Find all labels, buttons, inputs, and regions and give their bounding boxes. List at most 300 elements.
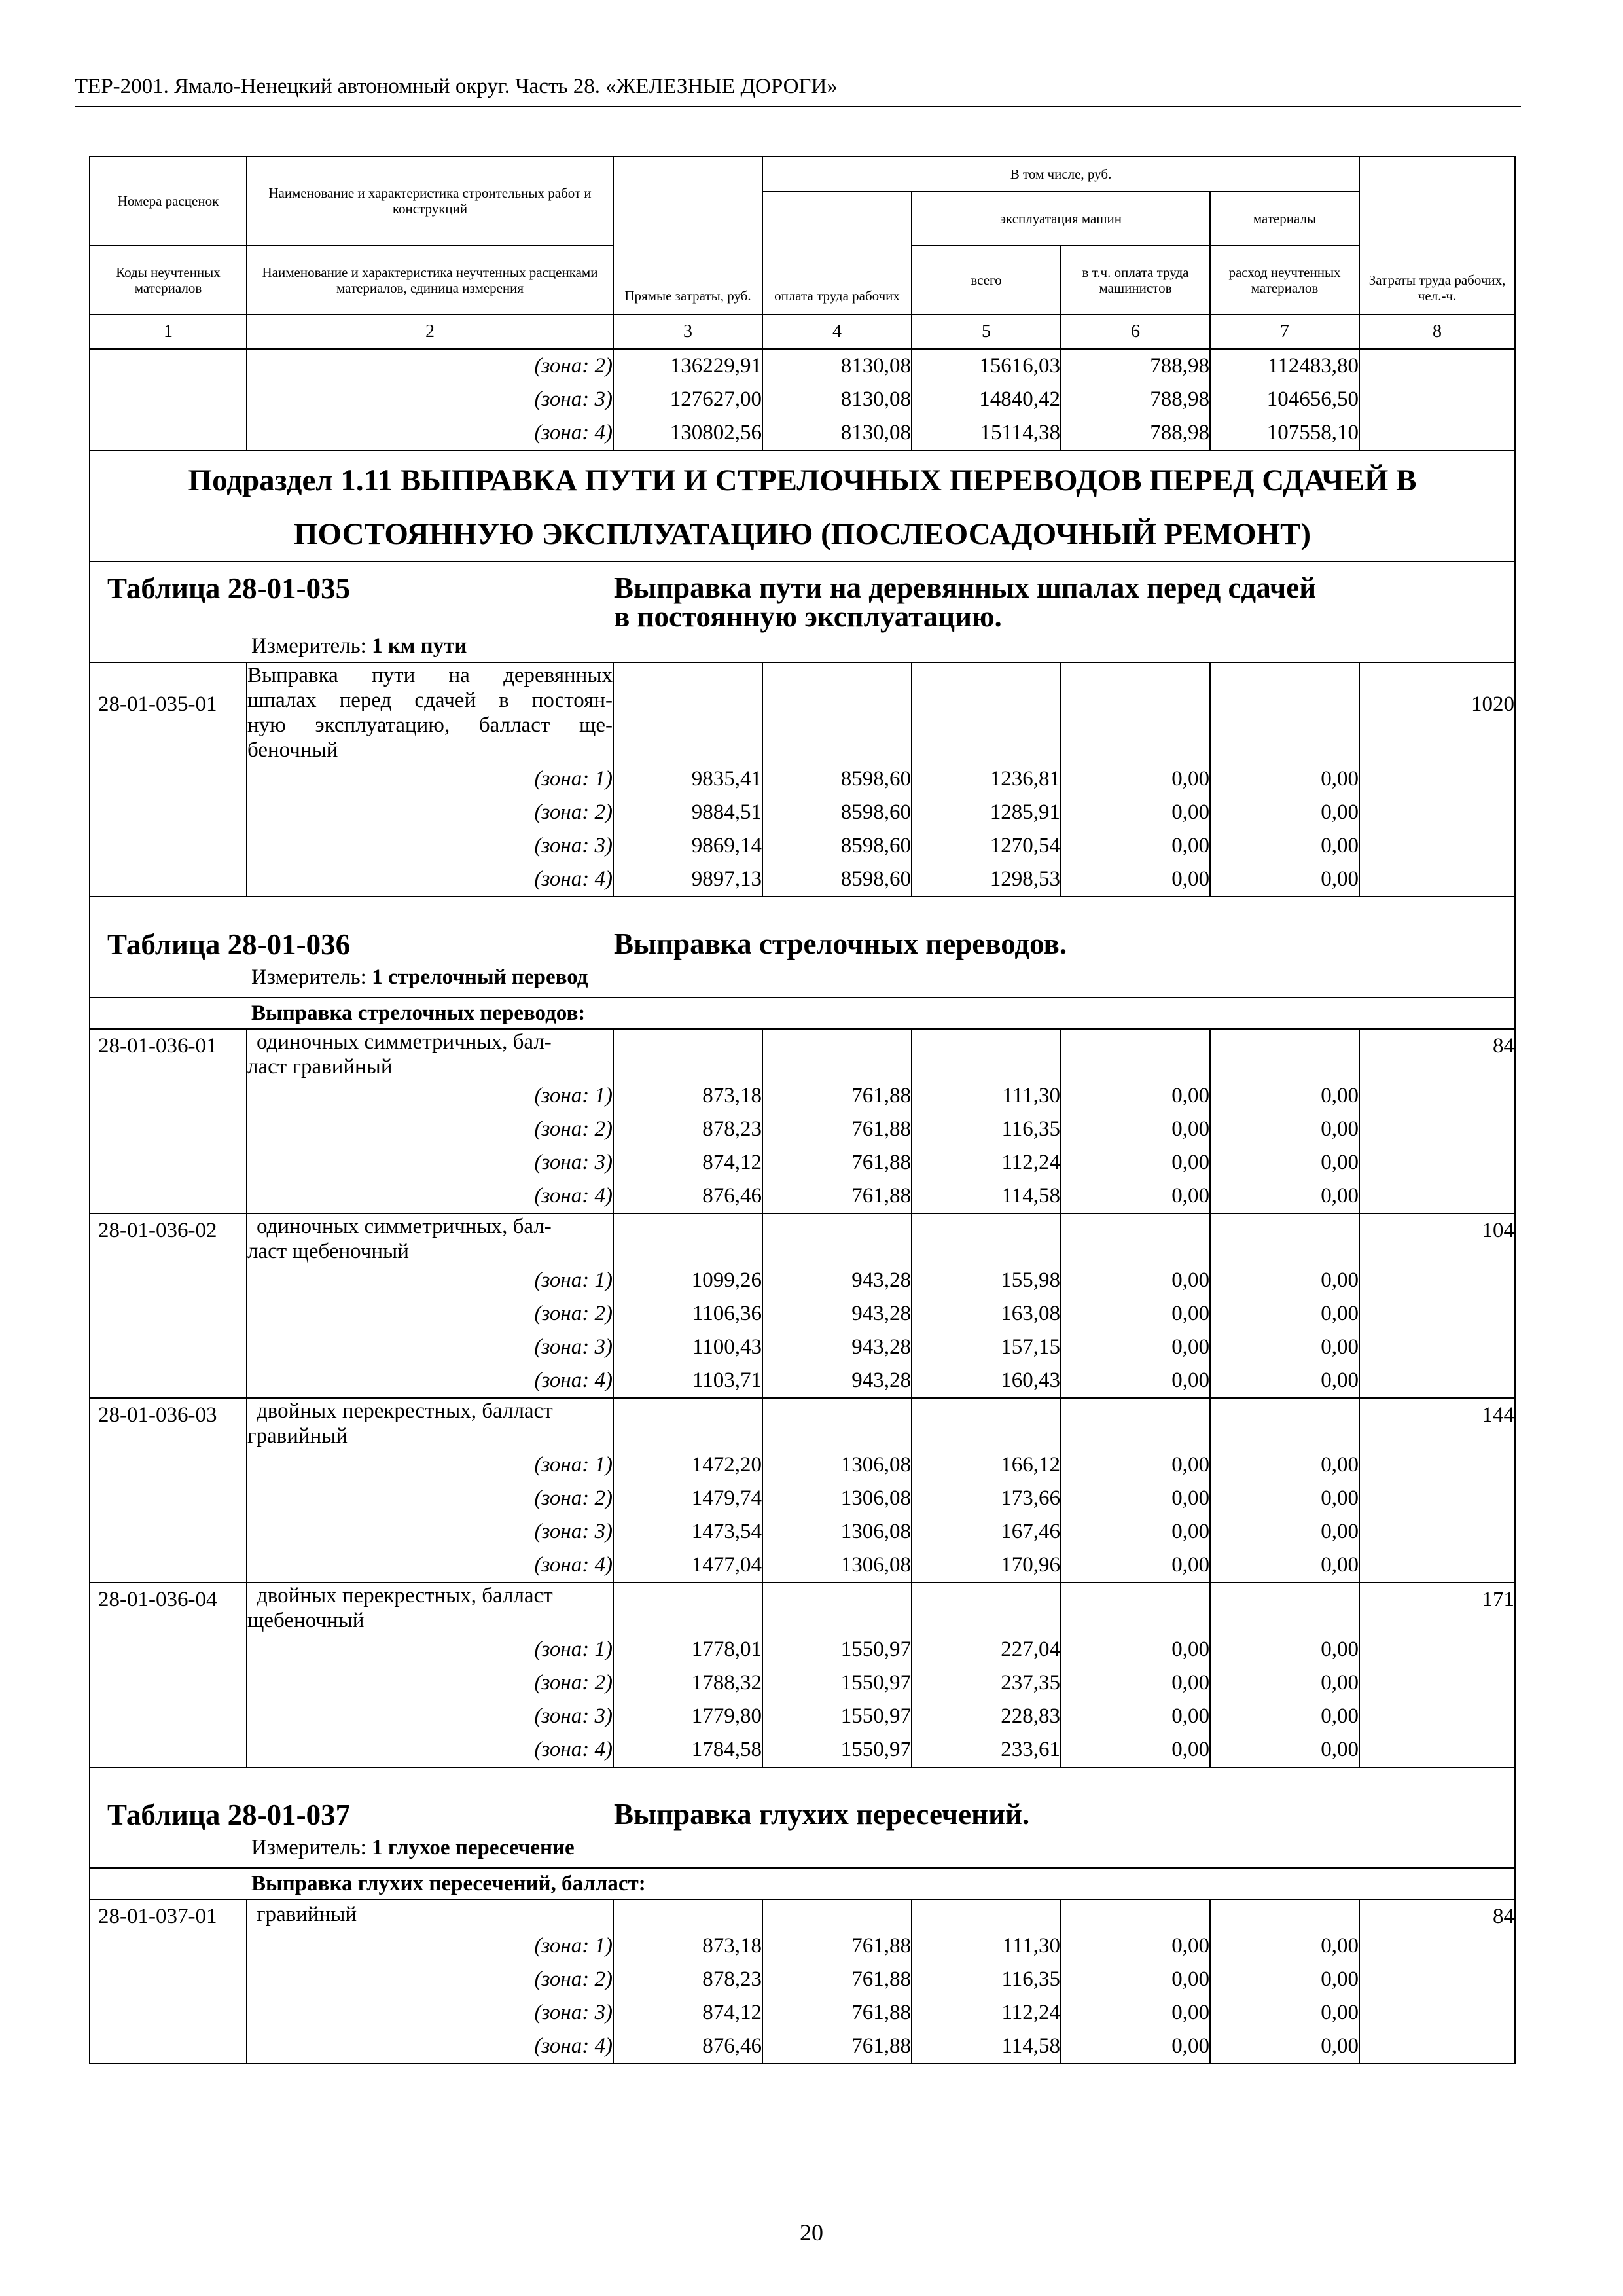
labor-cost-cell xyxy=(1359,1213,1515,1398)
rate-code: 28-01-036-03 xyxy=(98,1403,217,1427)
rate-code: 28-01-036-04 xyxy=(98,1588,217,1611)
value: 1298,53 xyxy=(990,867,1060,891)
value: 873,18 xyxy=(702,1084,762,1107)
machinist-wage-cell xyxy=(1061,1213,1210,1398)
value: 8598,60 xyxy=(840,834,911,857)
value: 1236,81 xyxy=(990,767,1060,791)
value: 0,00 xyxy=(1321,1117,1359,1141)
code-cell xyxy=(90,662,247,897)
value: 0,00 xyxy=(1171,1117,1209,1141)
value: 0,00 xyxy=(1171,2034,1209,2058)
value: 874,12 xyxy=(702,2001,762,2024)
value: 9869,14 xyxy=(691,834,762,857)
subsection-title xyxy=(90,450,1515,562)
value: 1550,97 xyxy=(840,1738,911,1761)
labor-wage-cell xyxy=(762,1899,912,2064)
carryover-row xyxy=(90,349,1515,450)
value: 0,00 xyxy=(1321,1553,1359,1577)
value: 1550,97 xyxy=(840,1671,911,1695)
zone-label: (зона: 4) xyxy=(534,1553,613,1577)
group-title-row xyxy=(90,1868,1515,1899)
col5-header: всего xyxy=(912,245,1061,315)
col2-bottom-header: Наименование и характеристика неучтенных расценками материалов, единица измерения xyxy=(247,245,613,315)
labor-cost-value: 144 xyxy=(1482,1403,1515,1427)
work-name-line: двойных перекрестных, балласт xyxy=(257,1399,553,1423)
spacer xyxy=(912,1030,1060,1079)
value: 1103,71 xyxy=(692,1369,762,1392)
table-title-line-1: Выправка стрелочных переводов. xyxy=(614,927,1067,960)
materials-cell xyxy=(1210,1029,1359,1213)
value: 8130,08 xyxy=(840,387,911,411)
spacer xyxy=(763,1214,911,1264)
col3-header: Прямые затраты, руб. xyxy=(613,156,762,315)
value: 1306,08 xyxy=(840,1453,911,1477)
zone-label: (зона: 1) xyxy=(534,1638,613,1661)
measure-value: 1 км пути xyxy=(372,634,467,658)
subsection-line-1: Подраздел 1.11 ВЫПРАВКА ПУТИ И СТРЕЛОЧНЫХ ПЕРЕВОДОВ ПЕРЕД СДАЧЕЙ В xyxy=(188,463,1417,497)
zone-label: (зона: 4) xyxy=(534,2034,613,2058)
direct-cost-cell xyxy=(613,1213,762,1398)
value: 0,00 xyxy=(1171,867,1209,891)
value: 166,12 xyxy=(1001,1453,1060,1477)
measure-label: Измеритель: xyxy=(251,965,372,989)
value: 157,15 xyxy=(1001,1335,1060,1359)
zone-label: (зона: 3) xyxy=(534,834,613,857)
value: 1778,01 xyxy=(691,1638,762,1661)
machines-header: эксплуатация машин xyxy=(912,192,1210,245)
value: 1306,08 xyxy=(840,1553,911,1577)
spacer xyxy=(763,1399,911,1448)
code-cell xyxy=(90,1583,247,1767)
value: 876,46 xyxy=(702,1184,762,1208)
table-number: Таблица 28-01-035 xyxy=(107,572,351,605)
value: 0,00 xyxy=(1321,1738,1359,1761)
table-title-cell xyxy=(90,897,1515,997)
header-rule xyxy=(75,106,1521,107)
machines-total-cell xyxy=(912,1398,1061,1583)
name-cell xyxy=(247,1398,613,1583)
zone-label: (зона: 1) xyxy=(534,1084,613,1107)
value: 0,00 xyxy=(1171,1084,1209,1107)
page-header: ТЕР-2001. Ямало-Ненецкий автономный округ. Часть 28. «ЖЕЛЕЗНЫЕ ДОРОГИ» xyxy=(75,75,838,98)
value: 761,88 xyxy=(851,1934,911,1958)
zone-label: (зона: 3) xyxy=(534,2001,613,2024)
rate-row xyxy=(90,1899,1515,2064)
materials-cell xyxy=(1210,349,1359,450)
col6-header: в т.ч. оплата труда машинистов xyxy=(1061,245,1210,315)
value: 227,04 xyxy=(1001,1638,1060,1661)
labor-cost-cell xyxy=(1359,349,1515,450)
value: 943,28 xyxy=(851,1369,911,1392)
value: 1106,36 xyxy=(692,1302,762,1325)
zone-label: (зона: 2) xyxy=(534,354,613,378)
labor-cost-cell xyxy=(1359,1029,1515,1213)
direct-cost-cell xyxy=(613,349,762,450)
value: 160,43 xyxy=(1001,1369,1060,1392)
value: 0,00 xyxy=(1321,867,1359,891)
labor-wage-cell xyxy=(762,662,912,897)
value: 0,00 xyxy=(1171,1151,1209,1174)
zone-label: (зона: 3) xyxy=(534,1335,613,1359)
code-cell xyxy=(90,1899,247,2064)
value: 0,00 xyxy=(1321,1335,1359,1359)
spacer xyxy=(1061,663,1209,762)
machines-total-cell xyxy=(912,662,1061,897)
value: 0,00 xyxy=(1171,1934,1209,1958)
labor-cost-cell xyxy=(1359,1899,1515,2064)
value: 163,08 xyxy=(1001,1302,1060,1325)
value: 107558,10 xyxy=(1266,421,1359,444)
spacer xyxy=(1211,1900,1359,1929)
direct-cost-cell xyxy=(613,1583,762,1767)
zone-label: (зона: 2) xyxy=(534,1117,613,1141)
value: 114,58 xyxy=(1001,2034,1060,2058)
work-name-line: двойных перекрестных, балласт xyxy=(257,1584,553,1607)
value: 1779,80 xyxy=(691,1704,762,1728)
value: 170,96 xyxy=(1001,1553,1060,1577)
value: 0,00 xyxy=(1171,767,1209,791)
zone-label: (зона: 3) xyxy=(534,1520,613,1543)
zone-label: (зона: 2) xyxy=(534,1486,613,1510)
work-name-line: одиночных симметричных, бал- xyxy=(257,1215,552,1238)
measure-value: 1 стрелочный перевод xyxy=(372,965,588,989)
work-name-line: ласт гравийный xyxy=(247,1055,393,1079)
name-cell xyxy=(247,349,613,450)
value: 761,88 xyxy=(851,1151,911,1174)
table-title-line-1: Выправка пути на деревянных шпалах перед сдачей xyxy=(614,571,1317,604)
value: 878,23 xyxy=(702,1117,762,1141)
value: 9897,13 xyxy=(691,867,762,891)
measure-unit xyxy=(251,1836,575,1860)
value: 874,12 xyxy=(702,1151,762,1174)
spacer xyxy=(763,1030,911,1079)
value: 0,00 xyxy=(1171,2001,1209,2024)
machinist-wage-cell xyxy=(1061,1398,1210,1583)
value: 0,00 xyxy=(1321,1369,1359,1392)
materials-cell xyxy=(1210,1899,1359,2064)
value: 0,00 xyxy=(1321,1671,1359,1695)
value: 0,00 xyxy=(1171,834,1209,857)
work-name-line: одиночных симметричных, бал- xyxy=(257,1030,552,1054)
value: 173,66 xyxy=(1001,1486,1060,1510)
value: 0,00 xyxy=(1171,1335,1209,1359)
value: 0,00 xyxy=(1321,1268,1359,1292)
value: 0,00 xyxy=(1171,1453,1209,1477)
group-title: Выправка глухих пересечений, балласт: xyxy=(90,1868,1515,1899)
table-number: Таблица 28-01-036 xyxy=(107,928,351,961)
measure-label: Измеритель: xyxy=(251,1836,372,1859)
labor-wage-cell xyxy=(762,1213,912,1398)
spacer xyxy=(1061,1583,1209,1633)
rate-row xyxy=(90,1398,1515,1583)
value: 0,00 xyxy=(1171,1704,1209,1728)
value: 0,00 xyxy=(1321,2034,1359,2058)
column-numbers-row xyxy=(90,315,1515,349)
value: 1270,54 xyxy=(990,834,1060,857)
value: 0,00 xyxy=(1321,1486,1359,1510)
col1-bottom-header: Коды неучтенных материалов xyxy=(90,245,247,315)
value: 1788,32 xyxy=(691,1671,762,1695)
value: 0,00 xyxy=(1321,2001,1359,2024)
value: 0,00 xyxy=(1321,1184,1359,1208)
name-cell xyxy=(247,1583,613,1767)
value: 1550,97 xyxy=(840,1638,911,1661)
zone-label: (зона: 4) xyxy=(534,1738,613,1761)
value: 1479,74 xyxy=(691,1486,762,1510)
value: 0,00 xyxy=(1171,1268,1209,1292)
table-title-cell xyxy=(90,562,1515,662)
materials-header: материалы xyxy=(1210,192,1359,245)
value: 0,00 xyxy=(1321,1151,1359,1174)
name-cell xyxy=(247,1213,613,1398)
value: 0,00 xyxy=(1171,1302,1209,1325)
zone-label: (зона: 3) xyxy=(534,1704,613,1728)
spacer xyxy=(912,1583,1060,1633)
table-body xyxy=(90,156,1515,2064)
rates-table xyxy=(89,156,1516,2064)
value: 0,00 xyxy=(1171,800,1209,824)
measure-label: Измеритель: xyxy=(251,634,372,658)
spacer xyxy=(912,1399,1060,1448)
group-title: Выправка стрелочных переводов: xyxy=(90,997,1515,1029)
col-number: 6 xyxy=(1061,315,1210,349)
value: 1100,43 xyxy=(692,1335,762,1359)
spacer xyxy=(614,1583,762,1633)
spacer xyxy=(912,663,1060,762)
direct-cost-cell xyxy=(613,662,762,897)
value: 14840,42 xyxy=(979,387,1060,411)
zone-label: (зона: 1) xyxy=(534,1453,613,1477)
labor-wage-cell xyxy=(762,1583,912,1767)
value: 788,98 xyxy=(1150,354,1209,378)
col-number: 7 xyxy=(1210,315,1359,349)
direct-cost-cell xyxy=(613,1029,762,1213)
value: 1306,08 xyxy=(840,1486,911,1510)
value: 761,88 xyxy=(851,2034,911,2058)
spacer xyxy=(614,1030,762,1079)
value: 155,98 xyxy=(1001,1268,1060,1292)
machines-total-cell xyxy=(912,1583,1061,1767)
value: 237,35 xyxy=(1001,1671,1060,1695)
zone-label: (зона: 4) xyxy=(534,421,613,444)
value: 127627,00 xyxy=(669,387,762,411)
value: 112,24 xyxy=(1001,1151,1060,1174)
value: 0,00 xyxy=(1171,1184,1209,1208)
value: 9835,41 xyxy=(691,767,762,791)
machinist-wage-cell xyxy=(1061,349,1210,450)
value: 0,00 xyxy=(1321,1967,1359,1991)
code-cell xyxy=(90,1029,247,1213)
value: 0,00 xyxy=(1321,1084,1359,1107)
direct-cost-cell xyxy=(613,1398,762,1583)
rate-code: 28-01-035-01 xyxy=(98,692,217,716)
col-number: 2 xyxy=(247,315,613,349)
name-cell xyxy=(247,662,613,897)
machinist-wage-cell xyxy=(1061,1583,1210,1767)
group-title-row xyxy=(90,997,1515,1029)
value: 788,98 xyxy=(1150,421,1209,444)
measure-value: 1 глухое пересечение xyxy=(372,1836,575,1859)
work-name-line: Выправка пути на деревянных xyxy=(247,664,613,687)
value: 0,00 xyxy=(1171,1486,1209,1510)
header-row-1 xyxy=(90,156,1515,192)
code-cell xyxy=(90,1213,247,1398)
value: 943,28 xyxy=(851,1335,911,1359)
zone-label: (зона: 1) xyxy=(534,1268,613,1292)
work-name-line: гравийный xyxy=(257,1903,357,1926)
value: 761,88 xyxy=(851,2001,911,2024)
labor-cost-value: 1020 xyxy=(1471,692,1515,716)
work-name-line: щебеночный xyxy=(247,1609,365,1632)
spacer xyxy=(763,1583,911,1633)
rate-row xyxy=(90,1583,1515,1767)
spacer xyxy=(1211,1214,1359,1264)
value: 104656,50 xyxy=(1266,387,1359,411)
spacer xyxy=(614,1399,762,1448)
table-title-row xyxy=(90,1767,1515,1868)
value: 136229,91 xyxy=(669,354,762,378)
col-number: 5 xyxy=(912,315,1061,349)
col2-top-header: Наименование и характеристика строительных работ и конструкций xyxy=(247,156,613,245)
value: 876,46 xyxy=(702,2034,762,2058)
value: 0,00 xyxy=(1321,800,1359,824)
value: 873,18 xyxy=(702,1934,762,1958)
subsection-line-2: ПОСТОЯННУЮ ЭКСПЛУАТАЦИЮ (ПОСЛЕОСАДОЧНЫЙ РЕМОНТ) xyxy=(293,517,1311,551)
value: 114,58 xyxy=(1001,1184,1060,1208)
group-header: В том числе, руб. xyxy=(762,156,1359,192)
value: 1285,91 xyxy=(990,800,1060,824)
value: 1306,08 xyxy=(840,1520,911,1543)
name-cell xyxy=(247,1029,613,1213)
value: 111,30 xyxy=(1002,1934,1060,1958)
labor-cost-cell xyxy=(1359,1398,1515,1583)
value: 0,00 xyxy=(1171,1369,1209,1392)
value: 0,00 xyxy=(1321,767,1359,791)
machinist-wage-cell xyxy=(1061,1029,1210,1213)
zone-label: (зона: 2) xyxy=(534,1967,613,1991)
zone-label: (зона: 4) xyxy=(534,1184,613,1208)
value: 0,00 xyxy=(1171,1967,1209,1991)
spacer xyxy=(1061,1900,1209,1929)
zone-label: (зона: 2) xyxy=(534,1671,613,1695)
zone-label: (зона: 3) xyxy=(534,387,613,411)
code-cell xyxy=(90,1398,247,1583)
col8-header: Затраты труда рабочих, чел.-ч. xyxy=(1359,156,1515,315)
value: 878,23 xyxy=(702,1967,762,1991)
value: 0,00 xyxy=(1321,834,1359,857)
zone-label: (зона: 2) xyxy=(534,800,613,824)
value: 1784,58 xyxy=(691,1738,762,1761)
work-name-line: беночный xyxy=(247,738,338,762)
col1-top-header: Номера расценок xyxy=(90,156,247,245)
value: 1099,26 xyxy=(691,1268,762,1292)
rate-row xyxy=(90,662,1515,897)
value: 0,00 xyxy=(1321,1453,1359,1477)
machines-total-cell xyxy=(912,1029,1061,1213)
work-name-line: ласт щебеночный xyxy=(247,1240,409,1263)
spacer xyxy=(1211,1030,1359,1079)
spacer xyxy=(1061,1399,1209,1448)
measure-unit xyxy=(251,634,467,658)
labor-wage-cell xyxy=(762,1398,912,1583)
direct-cost-cell xyxy=(613,1899,762,2064)
spacer xyxy=(1061,1214,1209,1264)
value: 0,00 xyxy=(1321,1520,1359,1543)
value: 788,98 xyxy=(1150,387,1209,411)
work-name-line: шпалах перед сдачей в постоян- xyxy=(247,689,613,712)
value: 112483,80 xyxy=(1268,354,1359,378)
zone-label: (зона: 1) xyxy=(534,1934,613,1958)
value: 0,00 xyxy=(1321,1638,1359,1661)
code-cell xyxy=(90,349,247,450)
spacer xyxy=(1211,1583,1359,1633)
table-title-line-2: в постоянную эксплуатацию. xyxy=(614,600,1002,633)
zone-label: (зона: 4) xyxy=(534,1369,613,1392)
spacer xyxy=(614,1900,762,1929)
value: 1550,97 xyxy=(840,1704,911,1728)
spacer xyxy=(1061,1030,1209,1079)
spacer xyxy=(763,663,911,762)
value: 167,46 xyxy=(1001,1520,1060,1543)
labor-cost-value: 104 xyxy=(1482,1219,1515,1242)
value: 0,00 xyxy=(1171,1638,1209,1661)
value: 0,00 xyxy=(1171,1520,1209,1543)
value: 8598,60 xyxy=(840,800,911,824)
materials-cell xyxy=(1210,662,1359,897)
table-title-row xyxy=(90,897,1515,997)
zone-label: (зона: 2) xyxy=(534,1302,613,1325)
table-number: Таблица 28-01-037 xyxy=(107,1799,351,1831)
value: 0,00 xyxy=(1171,1553,1209,1577)
value: 0,00 xyxy=(1171,1738,1209,1761)
col4-header: оплата труда рабочих xyxy=(762,192,912,315)
rate-code: 28-01-036-02 xyxy=(98,1219,217,1242)
value: 761,88 xyxy=(851,1184,911,1208)
zone-label: (зона: 3) xyxy=(534,1151,613,1174)
value: 116,35 xyxy=(1001,1967,1060,1991)
table-title-line-1: Выправка глухих пересечений. xyxy=(614,1798,1030,1831)
col-number: 4 xyxy=(762,315,912,349)
spacer xyxy=(912,1900,1060,1929)
spacer xyxy=(614,1214,762,1264)
materials-cell xyxy=(1210,1398,1359,1583)
value: 228,83 xyxy=(1001,1704,1060,1728)
value: 111,30 xyxy=(1002,1084,1060,1107)
rate-code: 28-01-037-01 xyxy=(98,1905,217,1928)
zone-label: (зона: 4) xyxy=(534,867,613,891)
value: 8130,08 xyxy=(840,421,911,444)
rate-code: 28-01-036-01 xyxy=(98,1034,217,1058)
col7-header: расход неучтенных материалов xyxy=(1210,245,1359,315)
labor-cost-value: 171 xyxy=(1482,1588,1515,1611)
spacer xyxy=(1211,663,1359,762)
value: 8130,08 xyxy=(840,354,911,378)
value: 0,00 xyxy=(1321,1302,1359,1325)
machinist-wage-cell xyxy=(1061,662,1210,897)
value: 761,88 xyxy=(851,1967,911,1991)
spacer xyxy=(614,663,762,762)
page-number: 20 xyxy=(800,2219,823,2246)
spacer xyxy=(763,1900,911,1929)
value: 130802,56 xyxy=(669,421,762,444)
col-number: 3 xyxy=(613,315,762,349)
subsection-row xyxy=(90,450,1515,562)
value: 0,00 xyxy=(1171,1671,1209,1695)
machines-total-cell xyxy=(912,349,1061,450)
value: 1472,20 xyxy=(691,1453,762,1477)
value: 0,00 xyxy=(1321,1934,1359,1958)
labor-cost-cell xyxy=(1359,662,1515,897)
